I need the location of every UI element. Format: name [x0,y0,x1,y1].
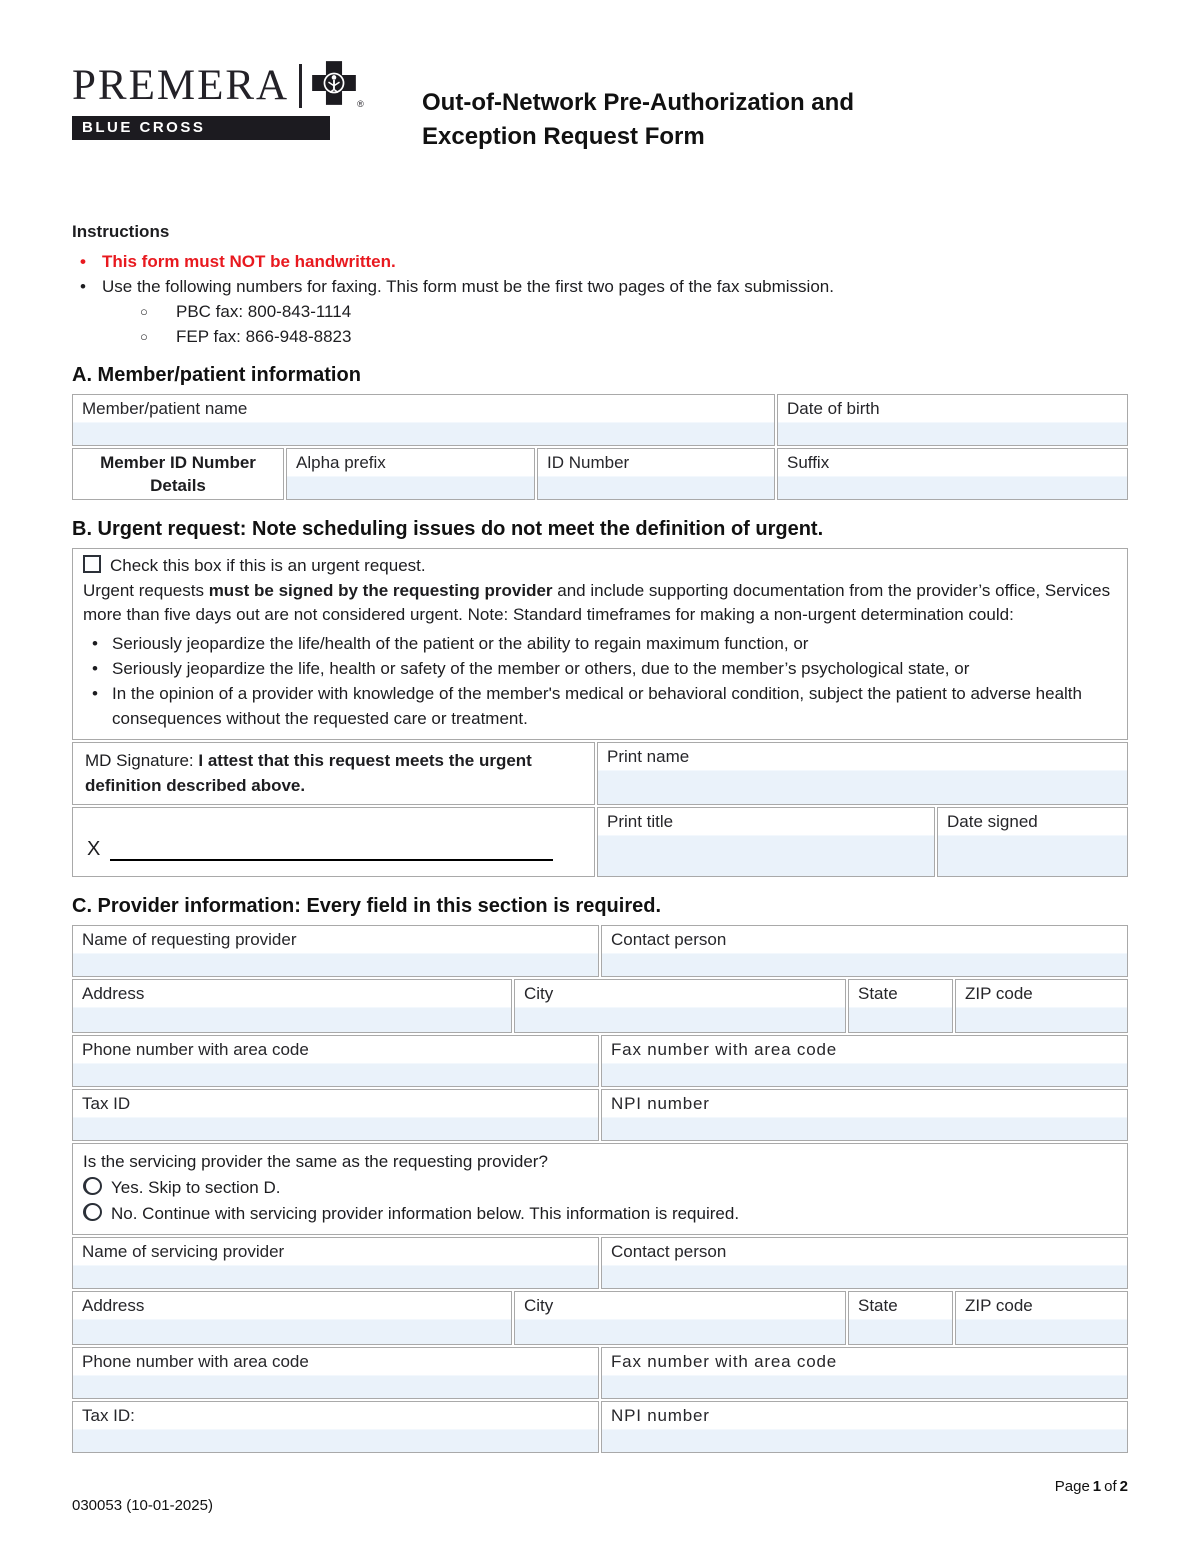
city-2-cell [514,1291,846,1345]
fax-label: Fax number with area code [611,1039,837,1059]
urgent-paragraph-prefix: Urgent requests [83,580,209,600]
phone-field[interactable] [73,1063,598,1086]
state-cell [848,979,953,1033]
section-a-table [72,394,1128,500]
instruction-not-handwritten [72,249,1128,274]
state-2-field[interactable] [849,1319,952,1344]
circle-bullet-icon: ○ [140,329,148,344]
yes-radio[interactable] [83,1177,102,1195]
bullet-icon: • [80,252,86,271]
member-id-details-label: Member ID Number Details [100,453,256,495]
address-field[interactable] [73,1007,511,1032]
list-item [83,656,1117,681]
instructions-heading: Instructions [72,222,170,241]
phone-2-cell [72,1347,599,1399]
list-item [83,631,1117,656]
dob-field[interactable] [778,422,1127,445]
contact-person-2-cell [601,1237,1128,1289]
print-name-field[interactable] [598,770,1127,804]
print-name-cell [597,742,1128,805]
alpha-prefix-field[interactable] [287,476,534,499]
urgent-paragraph-bold: must be signed by the requesting provider [208,580,553,600]
print-title-field[interactable] [598,835,934,876]
instructions-section [72,220,1128,349]
section-b-heading: B. Urgent request: Note scheduling issues do not meet the definition of urgent. [72,518,824,540]
contact-person-label: Contact person [611,929,727,949]
contact-person-field[interactable] [602,953,1127,976]
npi-2-cell [601,1401,1128,1453]
urgent-checkbox[interactable] [83,555,101,573]
zip-cell [955,979,1128,1033]
npi-2-label: NPI number [611,1405,710,1425]
pbc-fax-item [72,299,1128,324]
urgent-checkbox-label: Check this box if this is an urgent request. [110,556,426,575]
zip-label: ZIP code [965,983,1033,1003]
suffix-field[interactable] [778,476,1127,499]
tax-id-cell [72,1089,599,1141]
date-signed-cell [937,807,1128,877]
md-signature-prefix: MD Signature: [85,751,199,770]
member-id-details-cell [72,448,284,500]
table-row [72,1237,1128,1289]
urgent-bullet-1: Seriously jeopardize the life/health of the patient or the ability to regain maximum function, or [112,633,809,653]
page-total: 2 [1119,1478,1128,1495]
phone-2-label: Phone number with area code [82,1351,309,1371]
section-b-table [72,548,1128,877]
suffix-label: Suffix [787,453,830,472]
member-name-field[interactable] [73,422,774,445]
id-number-cell [537,448,775,500]
dob-label: Date of birth [787,399,880,418]
yes-option-row [83,1175,1117,1201]
section-a-heading: A. Member/patient information [72,364,361,386]
fax-2-label: Fax number with area code [611,1351,837,1371]
member-name-label: Member/patient name [82,399,248,418]
fax-2-cell [601,1347,1128,1399]
print-title-label: Print title [607,811,674,831]
registered-trademark: ® [357,99,364,109]
print-name-label: Print name [607,746,690,766]
no-radio[interactable] [83,1203,102,1221]
address-2-field[interactable] [73,1319,511,1344]
address-cell [72,979,512,1033]
contact-person-2-field[interactable] [602,1265,1127,1288]
npi-cell [601,1089,1128,1141]
fep-fax-number: FEP fax: 866-948-8823 [176,327,352,346]
address-2-cell [72,1291,512,1345]
signature-cell [72,807,595,877]
address-2-label: Address [82,1295,145,1315]
no-option-row [83,1201,1117,1227]
urgent-paragraph-rest: and include supporting documentation from the provider’s office, Services more than five days out are not considered urgent. Note: Standard timeframes for making a non-urgent determination could: [83,580,1111,624]
phone-2-field[interactable] [73,1375,598,1398]
urgent-bullet-3: In the opinion of a provider with knowledge of the member's medical or behavioral condition, subject the patient to adverse health consequences without the requested care or treatment. [112,683,1082,728]
page-number: 1 [1092,1478,1102,1495]
form-number: 030053 (10-01-2025) [72,1497,213,1514]
city-field[interactable] [515,1007,845,1032]
page-title-line2: Exception Request Form [422,123,705,150]
md-signature-cell [72,742,595,805]
state-label: State [858,983,898,1003]
dob-cell [777,394,1128,446]
table-row [72,394,1128,446]
print-title-cell [597,807,935,877]
servicing-provider-cell [72,1237,599,1289]
page-word: Page [1054,1478,1090,1495]
fax-2-field[interactable] [602,1375,1127,1398]
zip-field[interactable] [956,1007,1127,1032]
fax-field[interactable] [602,1063,1127,1086]
premera-logo [72,60,364,140]
alpha-prefix-label: Alpha prefix [296,453,386,472]
id-number-label: ID Number [547,453,630,472]
zip-2-field[interactable] [956,1319,1127,1344]
npi-label: NPI number [611,1093,710,1113]
date-signed-field[interactable] [938,835,1127,876]
page-title-line1: Out-of-Network Pre-Authorization and [422,89,854,116]
phone-label: Phone number with area code [82,1039,309,1059]
requesting-provider-field[interactable] [73,953,598,976]
premera-wordmark: PREMERA [72,61,290,109]
header [72,0,1128,158]
servicing-provider-field[interactable] [73,1265,598,1288]
city-label: City [524,983,554,1003]
tax-id-label: Tax ID [82,1093,131,1113]
fep-fax-item [72,324,1128,349]
table-row [72,548,1128,740]
same-provider-question-cell [72,1143,1128,1235]
requesting-provider-label: Name of requesting provider [82,929,297,949]
circle-bullet-icon: ○ [140,304,148,319]
bullet-icon: • [92,658,98,678]
table-row [72,742,1128,805]
table-row [72,925,1128,977]
urgent-request-cell [72,548,1128,740]
urgent-bullet-list [83,631,1117,731]
city-2-field[interactable] [515,1319,845,1344]
section-c-table [72,925,1128,1453]
urgent-bullet-2: Seriously jeopardize the life, health or safety of the member or others, due to the member’s psychological state, or [112,658,970,678]
member-name-cell [72,394,775,446]
table-row [72,1143,1128,1235]
city-cell [514,979,846,1033]
pbc-fax-number: PBC fax: 800-843-1114 [176,302,352,321]
instruction-text: Use the following numbers for faxing. This form must be the first two pages of the fax submission. [102,277,834,296]
fax-cell [601,1035,1128,1087]
state-2-label: State [858,1295,898,1315]
table-row [72,807,1128,877]
table-row [72,448,1128,500]
suffix-cell [777,448,1128,500]
signature-x-label: X [87,837,101,860]
no-option-label: No. Continue with servicing provider information below. This information is required. [111,1203,740,1223]
bullet-icon: • [92,683,98,703]
of-word: of [1104,1478,1117,1495]
instruction-fax-numbers [72,274,1128,299]
id-number-field[interactable] [538,476,774,499]
page-indicator [1055,1478,1128,1495]
section-c-heading: C. Provider information: Every field in this section is required. [72,894,662,917]
table-row [72,1347,1128,1399]
urgent-paragraph [83,579,1117,628]
yes-option-label: Yes. Skip to section D. [111,1177,281,1197]
bullet-icon: • [80,277,86,296]
list-item [83,681,1117,731]
city-2-label: City [524,1295,554,1315]
page-title [422,86,854,154]
md-signature-attestation: I attest that this request meets the urgent definition described above. [85,751,532,795]
bullet-icon: • [92,633,98,653]
table-row [72,1291,1128,1345]
blue-cross-bar: BLUE CROSS [72,116,330,140]
tax-id-field[interactable] [73,1117,598,1140]
state-2-cell [848,1291,953,1345]
signature-line[interactable] [110,859,553,861]
npi-field[interactable] [602,1117,1127,1140]
state-field[interactable] [849,1007,952,1032]
phone-cell [72,1035,599,1087]
blue-cross-icon [311,60,357,111]
contact-person-2-label: Contact person [611,1241,727,1261]
zip-2-label: ZIP code [965,1295,1033,1315]
tax-id-2-field[interactable] [73,1429,598,1452]
date-signed-label: Date signed [947,811,1038,831]
table-row [72,1035,1128,1087]
table-row [72,1401,1128,1453]
table-row [72,979,1128,1033]
alpha-prefix-cell [286,448,535,500]
npi-2-field[interactable] [602,1429,1127,1452]
servicing-provider-label: Name of servicing provider [82,1241,285,1261]
requesting-provider-cell [72,925,599,977]
table-row [72,1089,1128,1141]
instruction-text: This form must NOT be handwritten. [102,252,396,271]
contact-person-cell [601,925,1128,977]
tax-id-2-label: Tax ID: [82,1405,135,1425]
tax-id-2-cell [72,1401,599,1453]
address-label: Address [82,983,145,1003]
logo-divider [299,64,302,108]
zip-2-cell [955,1291,1128,1345]
urgent-checkbox-row [83,554,1117,579]
same-provider-question: Is the servicing provider the same as the requesting provider? [83,1151,548,1171]
